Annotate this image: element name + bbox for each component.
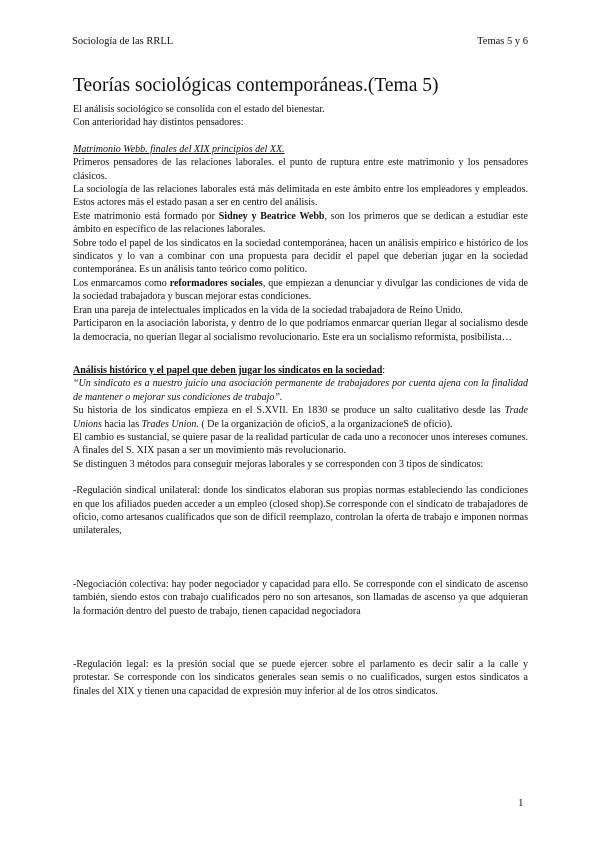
section2-paragraph: Su historia de los sindicatos empieza en el S.XVII. En 1830 se produce un salto cualitativo desde las Trade Unions hacia las Trades Union. ( De la organización de oficioS, a la organizacioneS de oficio). [73,405,528,430]
header-right: Temas 5 y 6 [477,36,528,47]
document-body [73,74,528,698]
section2-quote: “Un sindicato es a nuestro juicio una asociación permanente de trabajadores por cuenta ajena con la finalidad de mantener o mejorar sus condiciones de trabajo”. [73,378,528,403]
section1-paragraph: Eran una pareja de intelectuales implicados en la vida de la sociedad trabajadora de Reino Unido. [73,304,463,316]
section1-paragraph: Participaron en la asociación laborista, y dentro de lo que podríamos enmarcar querían llegar al socialismo desde la democracia, no querían llegar al socialismo revolucionario. Este era un socialismo reformista, posibilista… [73,318,528,343]
webb-names: Sidney y Beatrice Webb [218,210,325,222]
section1-heading: Matrimonio Webb. finales del XIX principios del XX. [73,143,285,155]
page-number: 1 [518,797,524,809]
method-unilateral: -Regulación sindical unilateral: donde los sindicatos elaboran sus propias normas estableciendo las condiciones en que los afiliados pueden acceder a un empleo (closed shop).Se corresponde con el sindicato de trabajadores de oficio, como artesanos cualificados que son de difícil reemplazo, controlan la oferta de trabajo e imponen normas unilaterales, [73,485,528,537]
page-header [72,36,528,47]
header-left: Sociología de las RRLL [72,36,174,47]
method-legal: -Regulación legal: es la presión social que se puede ejercer sobre el parlamento es decir salir a la calle y protestar. Se corresponde con los sindicatos generales sean semis o no cualificados, surgen estos sindicatos a finales del XIX y tienen una capacidad de expresión muy inferior al de los otros sindicatos. [73,659,528,697]
intro-line-2: Con anterioridad hay distintos pensadores: [73,117,244,129]
section1-paragraph: Este matrimonio está formado por Sidney y Beatrice Webb, son los primeros que se dedican a estudiar este ámbito en específico de las relaciones laborales. [73,210,528,236]
section1-paragraph: Sobre todo el papel de los sindicatos en la sociedad contemporánea, hacen un análisis empírico e histórico de los sindicatos y lo van a combinar con una propuesta para decidir el papel que deberían jugar en la sociedad contemporánea. Es un análisis tanto teórico como político. [73,237,528,276]
reformadores-term: reformadores sociales [169,277,263,289]
section1-paragraph: La sociología de las relaciones laborales está más delimitada en este ámbito entre los empleadores y empleados. Estos actores más el estado pasan a ser en centro del análisis. [73,184,528,209]
page-title: Teorías sociológicas contemporáneas.(Tema 5) [73,75,439,96]
section2-paragraph: Se distinguen 3 métodos para conseguir mejoras laborales y se corresponden con 3 tipos de sindicatos: [73,458,484,470]
section1-paragraph: Los enmarcamos como reformadores sociales, que empiezan a denunciar y divulgar las condiciones de vida de la sociedad trabajadora y buscan mejorar estas condiciones. [73,277,528,303]
intro-line-1: El análisis sociológico se consolida con el estado del bienestar. [73,104,325,115]
section1-paragraph: Primeros pensadores de las relaciones laborales. el punto de ruptura entre este matrimonio y los pensadores clásicos. [73,157,528,182]
section2-paragraph: El cambio es sustancial, se quiere pasar de la realidad particular de cada uno a reconocer unos intereses comunes. A finales del S. XIX pasan a ser un movimiento más revolucionario. [73,431,528,457]
section2-heading: Análisis histórico y el papel que deben jugar los sindicatos en la sociedad: [73,364,386,376]
method-negociacion: -Negociación colectiva: hay poder negociador y capacidad para ello. Se corresponde con el sindicato de ascenso también, siendo estos con trabajo cualificados pero no son artesanos, son llamadas de ascenso ya que adquieran la formación dentro del puesto de trabajo, tienen capacidad negociadora [73,578,528,617]
